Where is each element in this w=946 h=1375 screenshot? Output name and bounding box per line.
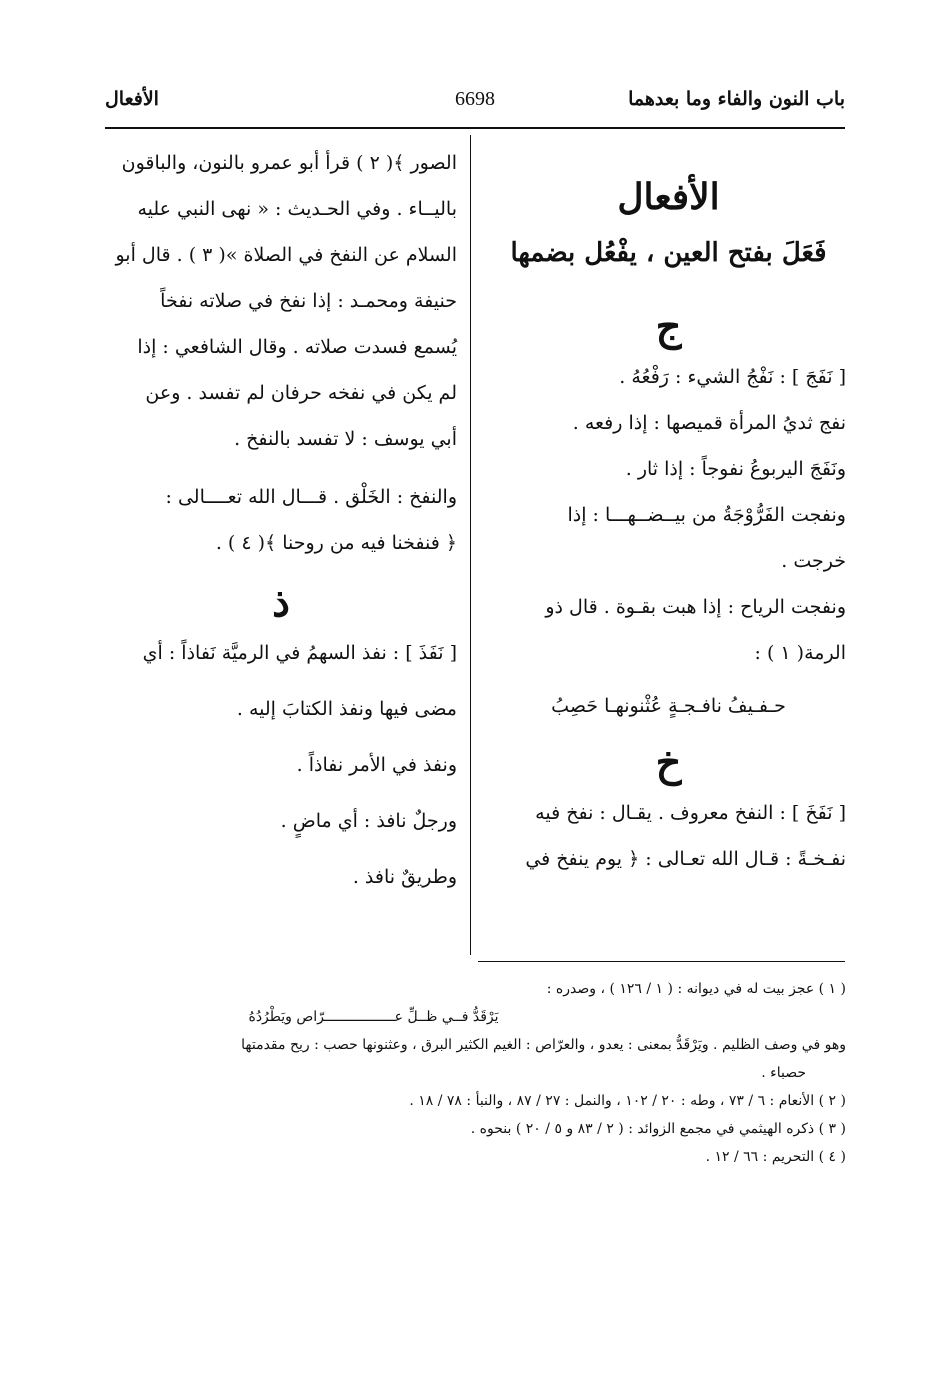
footnote: حصباء . <box>761 1065 806 1081</box>
entry-line: السلام عن النفخ في الصلاة »( ٣ ) . قال أبو <box>115 244 457 266</box>
letter-heading-dhal: ذ <box>272 579 290 626</box>
poetry-verse: حـفـيفُ نافـجـةٍ عُثْنونهـا حَصِبُ <box>551 695 786 717</box>
running-chapter-title: باب النون والفاء وما بعدهما <box>628 88 845 110</box>
footnote: ( ٤ ) التحريم : ٦٦ / ١٢ . <box>705 1149 846 1165</box>
entry-line: خرجت . <box>781 550 846 572</box>
entry-line: ونَفَجَ اليربوعُ نفوجاً : إذا ثار . <box>625 458 846 480</box>
entry-line: ورجلٌ نافذ : أي ماضٍ . <box>280 810 457 832</box>
right-column <box>491 140 846 882</box>
entry-line: مضى فيها ونفذ الكتابَ إليه . <box>236 698 457 720</box>
entry-line: ونفجت الرياح : إذا هبت بقـوة . قال ذو <box>545 596 846 618</box>
entry-line: [ نَفَجَ ] : نَفْجُ الشيء : رَفْعُهُ . <box>619 366 846 388</box>
footnote-verse: يَرْقَدُّ فــي ظــلِّ عـــــــــــــــــرّاص ويَطْرُدُهُ <box>248 1009 499 1025</box>
letter-heading-jim: ج <box>655 303 682 350</box>
section-title: الأفعال <box>617 176 720 218</box>
entry-line: الرمة( ١ ) : <box>754 642 846 664</box>
entry-line: ونفذ في الأمر نفاذاً . <box>296 754 457 776</box>
entry-line: وطريقٌ نافذ . <box>352 866 457 888</box>
left-column <box>105 140 457 900</box>
entry-line: الصور ﴾( ٢ ) قرأ أبو عمرو بالنون، والباقون <box>121 152 457 174</box>
entry-line: باليــاء . وفي الحـديث : « نهى النبي عليه <box>137 198 457 220</box>
entry-line: ﴿ فنفخنا فيه من روحنا ﴾( ٤ ) . <box>215 532 457 554</box>
footnote: ( ٣ ) ذكره الهيثمي في مجمع الزوائد : ( ٢ / ٨٣ و ٥ / ٢٠ ) بنحوه . <box>470 1121 846 1137</box>
entry-line: أبي يوسف : لا تفسد بالنفخ . <box>234 428 457 450</box>
entry-line: ونفجت الفَرُّوْجَةُ من بيــضــهـــا : إذا <box>567 504 846 526</box>
entry-line: نفـخـةً : قـال الله تعـالى : ﴿ يوم ينفخ في <box>525 848 846 870</box>
footnote: ( ٢ ) الأنعام : ٦ / ٧٣ ، وطه : ٢٠ / ١٠٢ ، والنمل : ٢٧ / ٨٧ ، والنبأ : ٧٨ / ١٨ . <box>409 1093 846 1109</box>
entry-line: لم يكن في نفخه حرفان لم تفسد . وعن <box>145 382 457 404</box>
entry-line: نفج ثديُ المرأة قميصها : إذا رفعه . <box>572 412 846 434</box>
entry-line: [ نَفَذَ ] : نفذ السهمُ في الرميَّة نَفاذاً : أي <box>142 642 457 664</box>
page-number: 6698 <box>455 88 495 110</box>
footnote: ( ١ ) عجز بيت له في ديوانه : ( ١ / ١٢٦ ) ، وصدره : <box>546 981 846 997</box>
footnotes <box>101 975 846 1171</box>
letter-heading-kha: خ <box>655 739 682 786</box>
page-header <box>105 88 845 122</box>
header-rule <box>105 127 845 129</box>
entry-line: حنيفة ومحمـد : إذا نفخ في صلاته نفخاً <box>160 290 457 312</box>
pattern-heading: فَعَلَ بفتح العين ، يفْعُل بضمها <box>510 238 827 268</box>
footnote-rule <box>478 961 845 962</box>
entry-line: والنفخ : الخَلْق . قـــال الله تعــــالى : <box>165 486 457 508</box>
footnote: وهو في وصف الظليم . ويَرْقَدُّ بمعنى : يعدو ، والعرّاص : الغيم الكثير البرق ، وعثنونها حصب : ريح مقدمتها <box>241 1037 846 1053</box>
entry-line: [ نَفَخَ ] : النفخ معروف . يقـال : نفخ فيه <box>535 802 846 824</box>
column-divider <box>470 135 471 955</box>
entry-line: يُسمع فسدت صلاته . وقال الشافعي : إذا <box>137 336 457 358</box>
running-section-title: الأفعال <box>105 88 159 110</box>
